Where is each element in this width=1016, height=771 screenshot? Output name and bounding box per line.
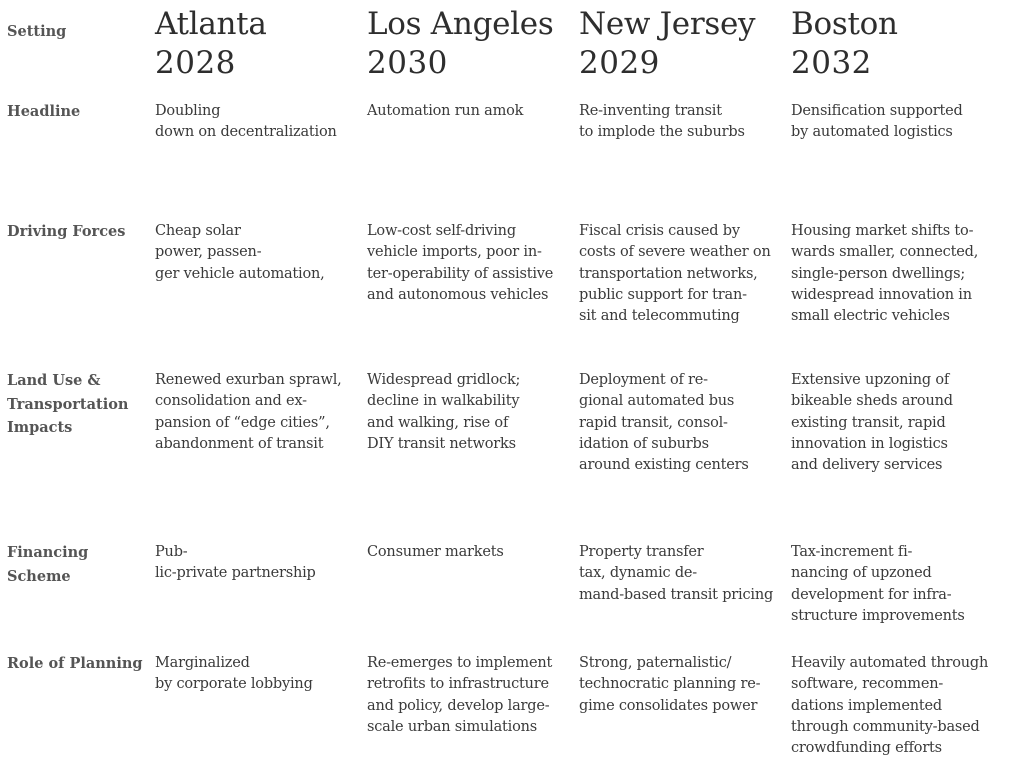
row-label-headline: Headline: [7, 103, 81, 120]
column-year-los-angeles: 2030: [367, 45, 448, 81]
row-label-land-use: Land Use & Transportation Impacts: [7, 372, 129, 436]
column-city-los-angeles: Los Angeles: [367, 6, 554, 42]
column-city-atlanta: Atlanta: [155, 6, 267, 42]
column-city-new-jersey: New Jersey: [579, 6, 756, 42]
cell-land-use-los-angeles: Widespread gridlock; decline in walkability and walking, rise of DIY transit networks: [367, 372, 521, 452]
row-label-financing: Financing Scheme: [7, 544, 89, 585]
cell-planning-new-jersey: Strong, paternalistic/ technocratic planning re- gime consolidates power: [579, 655, 761, 714]
cell-driving-forces-new-jersey: Fiscal crisis caused by costs of severe weather on transportation networks, public support for tran- sit and telecommuting: [579, 223, 771, 325]
column-year-boston: 2032: [791, 45, 872, 81]
cell-headline-atlanta: Doubling down on decentralization: [155, 103, 337, 141]
row-label-setting: Setting: [7, 23, 67, 40]
cell-land-use-boston: Extensive upzoning of bikeable sheds around existing transit, rapid innovation in logistics and delivery services: [791, 372, 953, 474]
row-label-planning: Role of Planning: [7, 655, 143, 672]
cell-financing-new-jersey: Property transfer tax, dynamic de- mand-based transit pricing: [579, 544, 774, 603]
cell-planning-atlanta: Marginalized by corporate lobbying: [155, 655, 313, 693]
cell-driving-forces-los-angeles: Low-cost self-driving vehicle imports, poor in- ter-operability of assistive and autonomous vehicles: [367, 223, 554, 303]
cell-driving-forces-atlanta: Cheap solar power, passen- ger vehicle automation,: [155, 223, 325, 282]
cell-land-use-atlanta: Renewed exurban sprawl, consolidation and ex- pansion of “edge cities”, abandonment of transit: [155, 372, 342, 452]
cell-planning-boston: Heavily automated through software, recommen- dations implemented through community-based crowdfunding efforts: [791, 655, 989, 757]
cell-headline-new-jersey: Re-inventing transit to implode the suburbs: [579, 103, 745, 141]
column-year-atlanta: 2028: [155, 45, 236, 81]
cell-planning-los-angeles: Re-emerges to implement retrofits to infrastructure and policy, develop large- scale urban simulations: [367, 655, 553, 735]
cell-land-use-new-jersey: Deployment of re- gional automated bus rapid transit, consol- idation of suburbs around existing centers: [579, 372, 749, 474]
cell-financing-los-angeles: Consumer markets: [367, 544, 504, 560]
column-city-boston: Boston: [791, 6, 898, 42]
cell-financing-atlanta: Pub- lic-private partnership: [155, 544, 316, 582]
cell-financing-boston: Tax-increment fi- nancing of upzoned development for infra- structure improvements: [791, 544, 965, 624]
cell-headline-los-angeles: Automation run amok: [367, 103, 524, 119]
cell-headline-boston: Densification supported by automated logistics: [791, 103, 963, 141]
cell-driving-forces-boston: Housing market shifts to- wards smaller, connected, single-person dwellings; widespread innovation in small electric vehicles: [791, 223, 979, 325]
column-year-new-jersey: 2029: [579, 45, 660, 81]
row-label-driving-forces: Driving Forces: [7, 223, 126, 240]
